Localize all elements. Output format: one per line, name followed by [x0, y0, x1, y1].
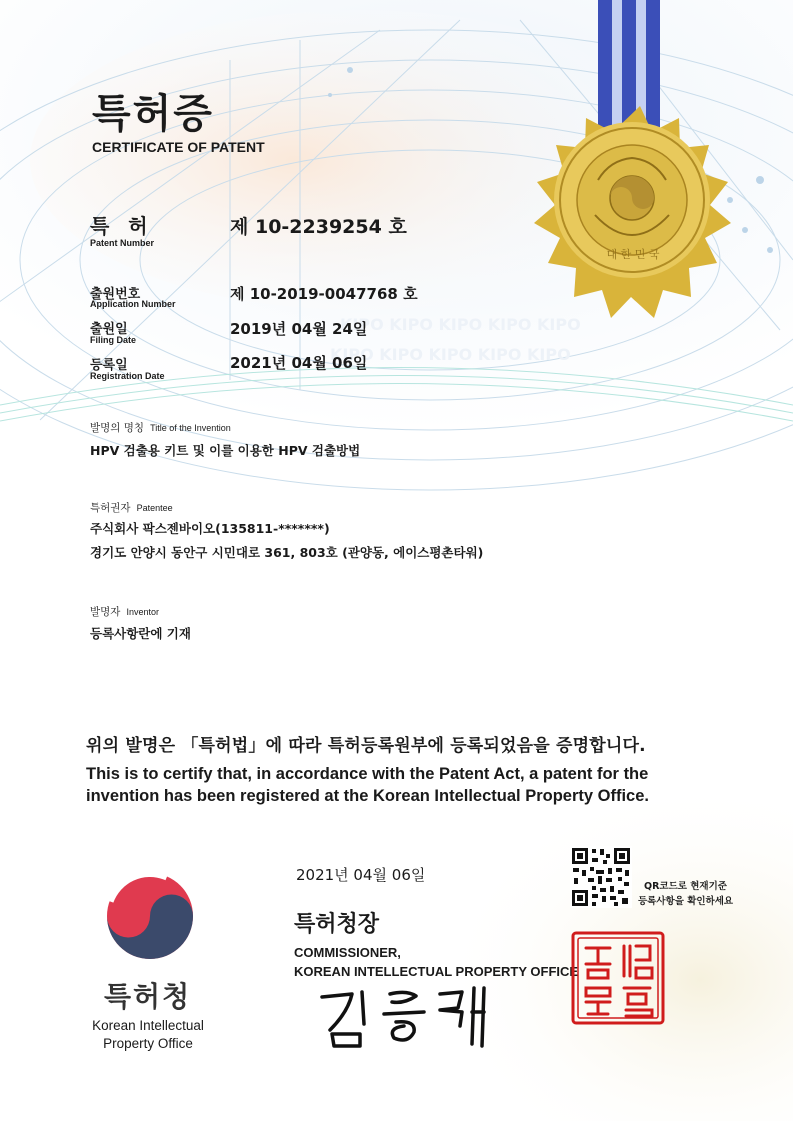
inventor-label-ko: 발명자 [90, 606, 121, 618]
patentee-label [90, 500, 173, 515]
qr-caption-line2: 등록사항을 확인하세요 [638, 896, 734, 907]
qr-caption-line1: QR코드로 현재기준 [644, 881, 727, 892]
kipo-emblem-icon [100, 866, 200, 966]
signature [312, 982, 512, 1052]
patent-number-label-en: Patent Number [90, 238, 155, 248]
invention-label-en: Title of the Invention [150, 423, 231, 433]
certification-en-line1: This is to certify that, in accordance with the Patent Act, a patent for the [86, 765, 649, 783]
certificate-title: 특허증 [92, 91, 214, 137]
registration-date-label: 등록일 [90, 358, 128, 373]
commissioner-title: 특허청장 [294, 912, 380, 937]
patentee-label-ko: 특허권자 [90, 502, 131, 514]
registration-date-value: 2021년 04월 06일 [230, 354, 368, 372]
invention-label-ko: 발명의 명칭 [90, 422, 145, 434]
patentee-label-en: Patentee [136, 503, 173, 513]
commissioner-line2: KOREAN INTELLECTUAL PROPERTY OFFICE [294, 964, 579, 979]
office-name-en-line1: Korean Intellectual [92, 1018, 204, 1033]
filing-date-label: 출원일 [90, 322, 128, 337]
invention-label [90, 420, 231, 435]
stamp-text [570, 1030, 666, 1031]
svg-text:KIPO KIPO KIPO KIPO KIPO: KIPO KIPO KIPO KIPO KIPO [330, 345, 571, 364]
ribbon-icon [598, 0, 660, 128]
invention-title: HPV 검출용 키트 및 이를 이용한 HPV 검출방법 [90, 443, 361, 458]
office-name-ko: 특허청 [104, 980, 192, 1013]
official-stamp [570, 930, 666, 1026]
application-number-value: 제 10-2019-0047768 호 [230, 285, 418, 303]
patentee-name: 주식회사 팍스젠바이오(135811-*******) [90, 521, 330, 536]
application-number-label: 출원번호 [90, 287, 141, 302]
patentee-address: 경기도 안양시 동안구 시민대로 361, 803호 (관양동, 에이스평촌타워) [90, 545, 484, 560]
qr-code-icon [570, 846, 632, 908]
filing-date-value: 2019년 04월 24일 [230, 320, 368, 338]
patent-number-label: 특 허 [90, 214, 154, 238]
inventor-value: 등록사항란에 기재 [90, 626, 191, 641]
certification-ko: 위의 발명은 「특허법」에 따라 특허등록원부에 등록되었음을 증명합니다. [86, 736, 646, 756]
commissioner-line1: COMMISSIONER, [294, 945, 401, 960]
certification-en-line2: invention has been registered at the Korean Intellectual Property Office. [86, 787, 649, 805]
registration-date-label-en: Registration Date [90, 371, 165, 381]
inventor-label-en: Inventor [126, 607, 159, 617]
issue-date: 2021년 04월 06일 [296, 866, 426, 884]
inventor-label [90, 604, 159, 619]
patent-number-value: 제 10-2239254 호 [230, 216, 407, 238]
seal-text: 대 한 민 국 [606, 248, 660, 261]
filing-date-label-en: Filing Date [90, 335, 137, 345]
svg-text:KIPO KIPO KIPO KIPO KIPO: KIPO KIPO KIPO KIPO KIPO [340, 315, 581, 334]
certificate-subtitle: CERTIFICATE OF PATENT [92, 139, 265, 155]
application-number-label-en: Application Number [90, 299, 176, 309]
office-name-en-line2: Property Office [103, 1036, 193, 1051]
